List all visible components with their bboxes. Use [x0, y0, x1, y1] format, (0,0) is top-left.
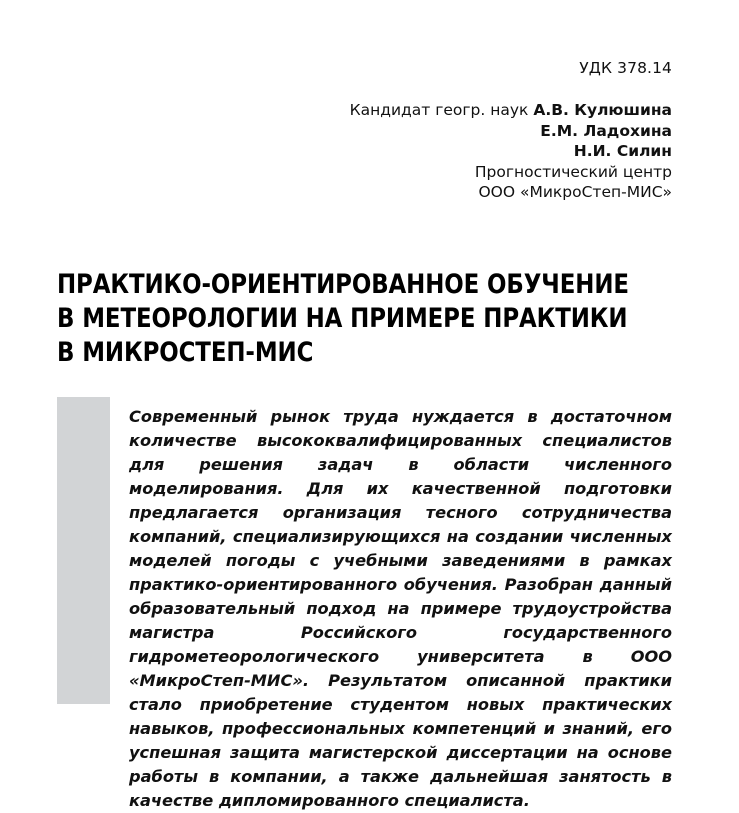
article-title: [57, 268, 652, 370]
author-name: А.В. Кулюшина: [533, 101, 672, 119]
article-title-line: В МИКРОСТЕП-МИС: [57, 336, 314, 368]
article-title-line: В МЕТЕОРОЛОГИИ НА ПРИМЕРЕ ПРАКТИКИ: [57, 302, 628, 334]
abstract-text: Современный рынок труда нуждается в достаточном количестве высококвалифицированных специалистов для решения задач в области численного моделирования. Для их качественной подготовки предлагается организация тесного сотрудничества компаний, специализирующихся на создании численных моделей погоды с учебными заведениями в рамках практико-ориентированного обучения. Разобран данный образовательный подход на примере трудоустройства магистра Российского государственного гидрометеорологического университета в ООО «МикроСтеп-МИС». Результатом описанной практики стало приобретение студентом новых практических навыков, профессиональных компетенций и знаний, его успешная защита магистерской диссертации на основе работы в компании, а также дальнейшая занятость в качестве дипломированного специалиста.: [129, 407, 672, 811]
author-degree-prefix: Кандидат геогр. наук: [349, 101, 534, 119]
author-name: Е.М. Ладохина: [540, 121, 672, 140]
author-name: Н.И. Силин: [573, 142, 672, 160]
affiliation-line: ООО «МикроСтеп-МИС»: [478, 183, 672, 201]
author-line: [57, 141, 672, 162]
article-title-line: ПРАКТИКО-ОРИЕНТИРОВАННОЕ ОБУЧЕНИЕ: [57, 268, 629, 300]
author-line: [57, 121, 672, 142]
affiliation-line: Прогностический центр: [474, 162, 672, 181]
abstract-accent-bar: [57, 397, 110, 704]
author-line: [57, 100, 672, 121]
udk-classification-code: УДК 378.14: [579, 59, 672, 77]
author-affiliation-block: [57, 100, 672, 203]
